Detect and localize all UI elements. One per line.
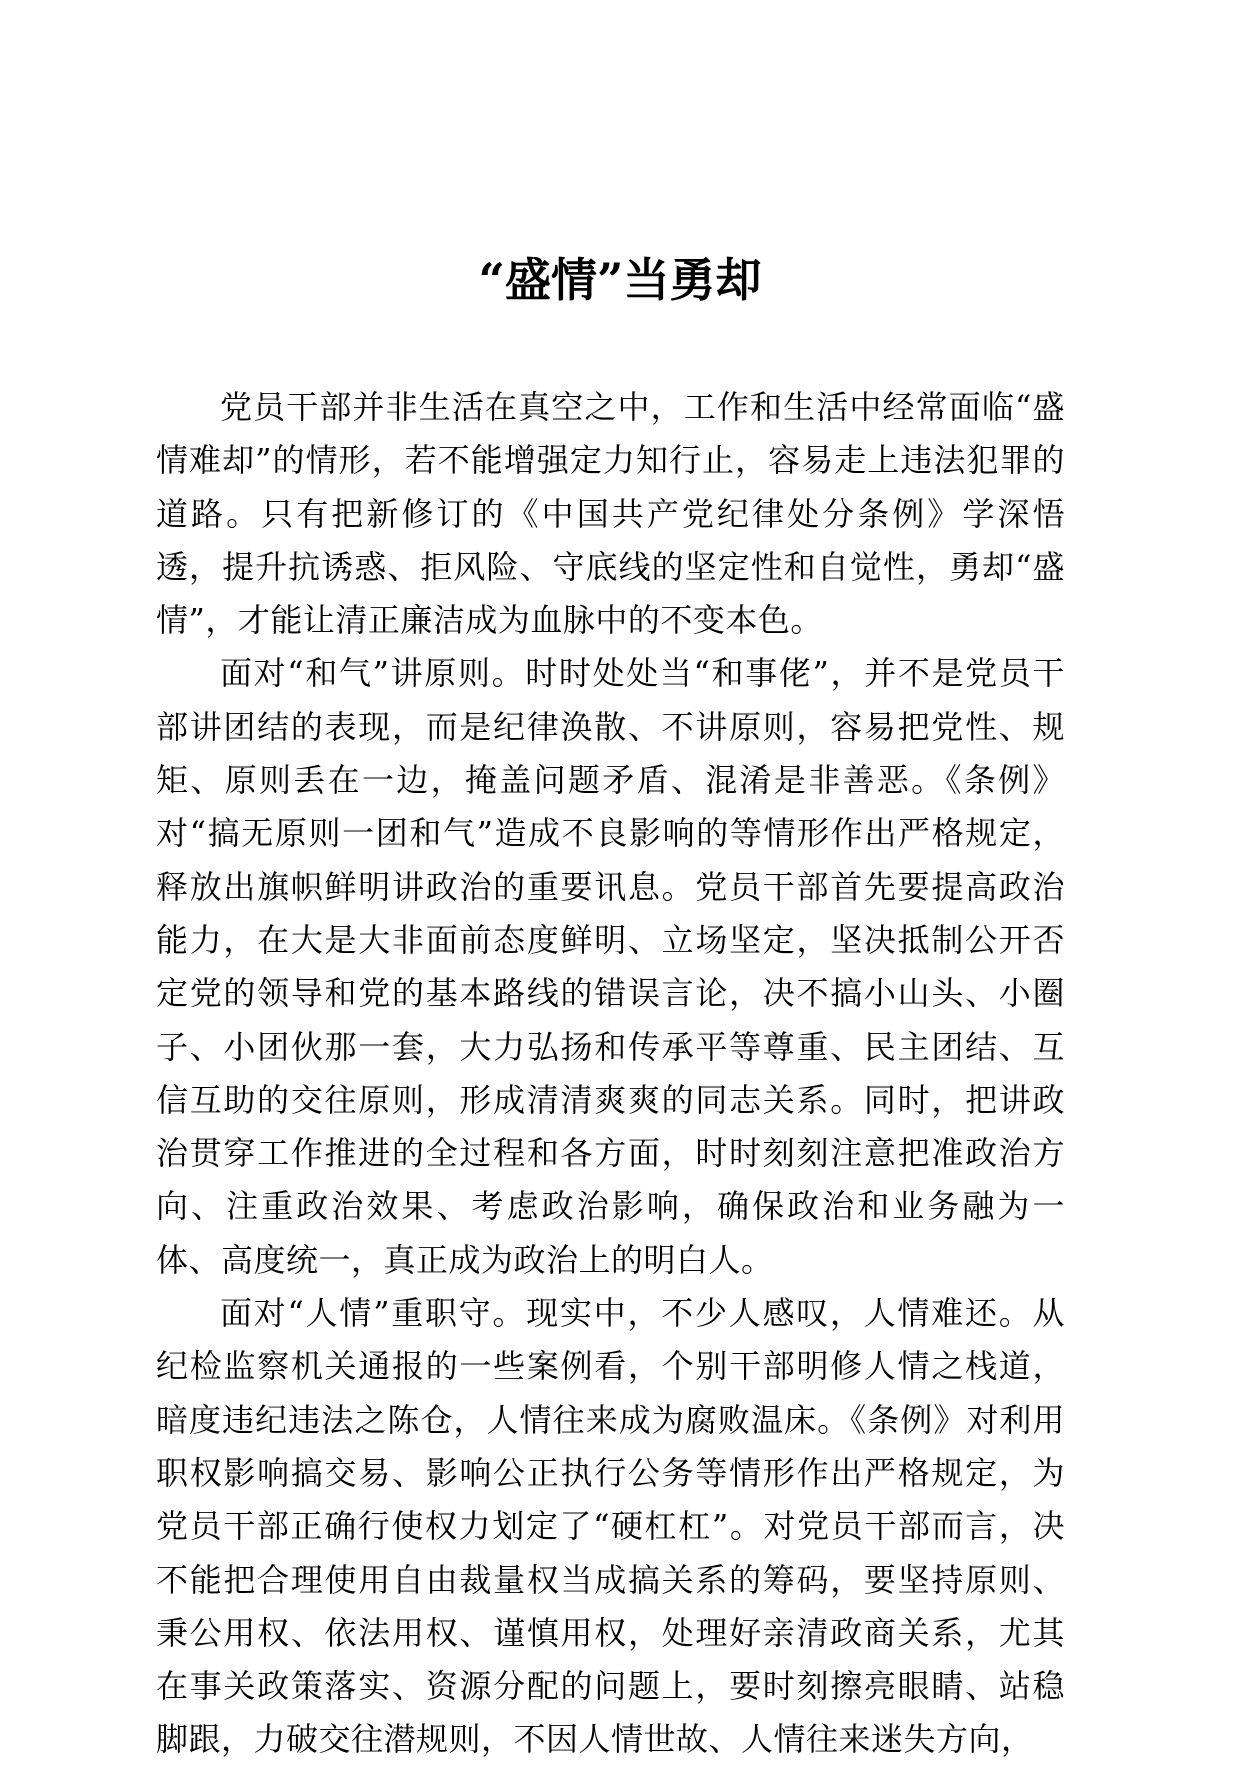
document-body <box>156 381 1065 1767</box>
paragraph-favor-duty: 面对“人情”重职守。现实中，不少人感叹，人情难还。从纪检监察机关通报的一些案例看，个别干部明修人情之栈道，暗度违纪违法之陈仓，人情往来成为腐败温床。《条例》对利用职权影响搞交易、影响公正执行公务等情形作出严格规定，为党员干部正确行使权力划定了“硬杠杠”。对党员干部而言，决不能把合理使用自由裁量权当成搞关系的筹码，要坚持原则、秉公用权、依法用权、谨慎用权，处理好亲清政商关系，尤其在事关政策落实、资源分配的问题上，要时刻擦亮眼睛、站稳脚跟，力破交往潜规则，不因人情世故、人情往来迷失方向， <box>156 1294 1065 1759</box>
document-title: “盛情”当勇却 <box>478 253 762 307</box>
paragraph-harmony-principle: 面对“和气”讲原则。时时处处当“和事佬”，并不是党员干部讲团结的表现，而是纪律涣散、不讲原则，容易把党性、规矩、原则丢在一边，掩盖问题矛盾、混淆是非善恶。《条例》对“搞无原则一团和气”造成不良影响的等情形作出严格规定，释放出旗帜鲜明讲政治的重要讯息。党员干部首先要提高政治能力，在大是大非面前态度鲜明、立场坚定，坚决抵制公开否定党的领导和党的基本路线的错误言论，决不搞小山头、小圈子、小团伙那一套，大力弘扬和传承平等尊重、民主团结、互信互助的交往原则，形成清清爽爽的同志关系。同时，把讲政治贯穿工作推进的全过程和各方面，时时刻刻注意把准政治方向、注重政治效果、考虑政治影响，确保政治和业务融为一体、高度统一，真正成为政治上的明白人。 <box>156 654 1065 1279</box>
paragraph-intro: 党员干部并非生活在真空之中，工作和生活中经常面临“盛情难却”的情形，若不能增强定力知行止，容易走上违法犯罪的道路。只有把新修订的《中国共产党纪律处分条例》学深悟透，提升抗诱惑、拒风险、守底线的坚定性和自觉性，勇却“盛情”，才能让清正廉洁成为血脉中的不变本色。 <box>156 388 1065 640</box>
